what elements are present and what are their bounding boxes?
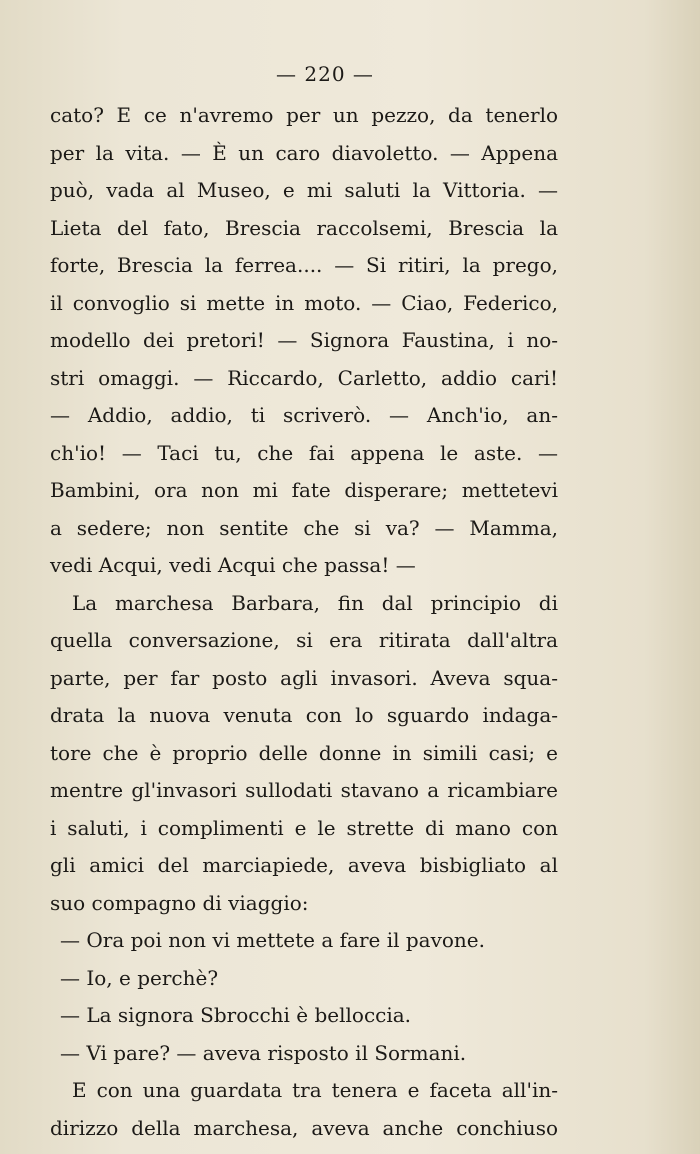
- text-line: stri omaggi. — Riccardo, Carletto, addio cari!: [50, 365, 558, 390]
- text-line: ch'io! — Taci tu, che fai appena le aste. —: [50, 440, 558, 465]
- text-line: può, vada al Museo, e mi saluti la Vittoria. —: [50, 178, 558, 202]
- text-line: suo compagno di viaggio:: [50, 890, 309, 915]
- text-line: modello dei pretori! — Signora Faustina, i no-: [50, 328, 558, 352]
- body-text: [50, 97, 558, 1147]
- text-line: tore che è proprio delle donne in simili casi; e: [50, 740, 558, 765]
- text-line: Lieta del fato, Brescia raccolsemi, Brescia la: [50, 215, 558, 240]
- text-line: parte, per far posto agli invasori. Aveva squa-: [50, 665, 558, 690]
- text-line: La marchesa Barbara, fin dal principio di: [72, 590, 558, 615]
- page-number: — 220 —: [276, 62, 374, 86]
- text-line: — Ora poi non vi mettete a fare il pavone.: [60, 928, 485, 952]
- text-line: E con una guardata tra tenera e faceta all'in-: [72, 1078, 558, 1102]
- text-line: gli amici del marciapiede, aveva bisbigliato al: [50, 853, 558, 877]
- text-line: dirizzo della marchesa, aveva anche conchiuso: [50, 1115, 558, 1140]
- text-line: drata la nuova venuta con lo sguardo indaga-: [50, 703, 558, 727]
- text-line: il convoglio si mette in moto. — Ciao, Federico,: [50, 290, 558, 315]
- text-line: vedi Acqui, vedi Acqui che passa! —: [50, 553, 416, 577]
- text-line: — Vi pare? — aveva risposto il Sormani.: [60, 1040, 467, 1065]
- text-line: — Addio, addio, ti scriverò. — Anch'io, an-: [50, 403, 558, 427]
- text-line: Bambini, ora non mi fate disperare; mettetevi: [50, 478, 558, 502]
- text-line: — La signora Sbrocchi è belloccia.: [60, 1003, 412, 1027]
- text-line: mentre gl'invasori sullodati stavano a ricambiare: [50, 778, 558, 802]
- text-line: i saluti, i complimenti e le strette di mano con: [50, 815, 558, 840]
- text-line: per la vita. — È un caro diavoletto. — Appena: [50, 140, 558, 165]
- text-line: — Io, e perchè?: [60, 965, 219, 990]
- text-line: a sedere; non sentite che si va? — Mamma,: [50, 515, 558, 540]
- text-line: quella conversazione, si era ritirata dall'altra: [50, 628, 558, 652]
- text-line: forte, Brescia la ferrea.... — Si ritiri, la prego,: [50, 253, 558, 277]
- text-line: cato? E ce n'avremo per un pezzo, da tenerlo: [50, 103, 558, 127]
